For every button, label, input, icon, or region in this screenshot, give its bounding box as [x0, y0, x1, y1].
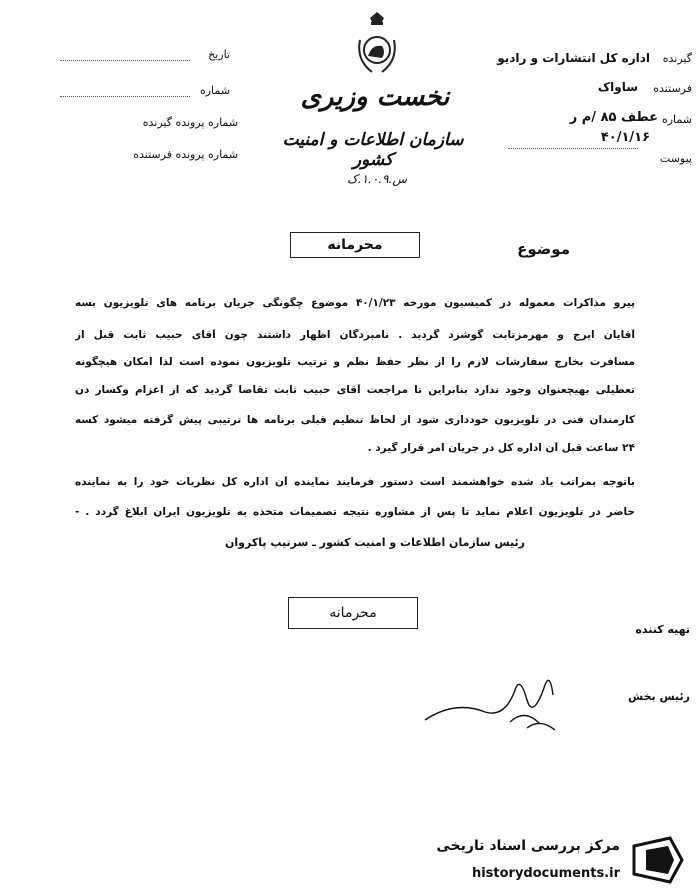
section-head-label: رئیس بخش [628, 690, 690, 703]
archive-url: historydocuments.ir [471, 866, 620, 881]
prepared-by-label: تهیه کننده [635, 623, 690, 636]
sender-value: ساواک [597, 80, 638, 94]
sender-file-field [48, 148, 238, 161]
number-label: شماره [199, 84, 230, 97]
archive-center-name: مرکز بررسی اسناد تاریخی [436, 838, 620, 854]
sender-label: فرستنده [653, 82, 692, 95]
recipient-file-field [48, 116, 238, 129]
body-line: پیرو مذاکرات معموله در کمیسیون مورخه ۴۰/۱/۲۳ موضوع چگونگی جریان برنامه های تلویزیون بسه [75, 297, 635, 309]
recipient-label: گیرنده [662, 52, 692, 65]
subject-label: موضوع [517, 240, 570, 258]
org-subtitle: سازمان اطلاعات و امنیت کشور [282, 130, 464, 170]
body-line: کارمندان فنی در تلویزیون خودداری شود از لحاظ تنظیم قبلی برنامه ها ترتیبی پیش گرفته میشود کسه [75, 414, 635, 426]
classification-stamp-bottom: محرمانه [288, 597, 418, 629]
body-line: مسافرت بخارج سفارشات لازم را از نظر حفظ نظم و ترتیب تلویزیون نموده است لذا امکان هیچگونه [75, 356, 635, 368]
signatory: رئیس سازمان اطلاعات و امنیت کشور ـ سرتیپ پاکروان [225, 536, 525, 549]
classification-stamp-top: محرمانه [290, 232, 420, 258]
body-line: حاضر در تلویزیون اعلام نماید تا پس از مشاوره نتیجه تصمیمات متخذه به تلویزیون ایران ابلاغ گردد . - [75, 506, 635, 518]
lion-and-sun-emblem-icon [352, 10, 402, 80]
body-line: باتوجه بمراتب یاد شده خواهشمند است دستور فرمایند نماینده آن اداره کل نظریات خود را به نماینده [75, 476, 635, 488]
org-title: نخست وزیری [300, 82, 450, 112]
recipient-value: اداره کل انتشارات و رادیو [497, 51, 650, 65]
archive-logo-icon [630, 834, 686, 886]
date-value-right: ۴۰/۱/۱۶ [600, 130, 650, 145]
sender-file-label: شماره پرونده فرستنده [133, 148, 238, 161]
date-underline [508, 148, 638, 149]
number-field [60, 84, 230, 97]
number-value-right: عطف ۸۵ /م ر [569, 110, 658, 125]
body-line: تعطیلی بهیچعنوان وجود ندارد بنابراین تا مراجعت آقای حبیب ثابت تقاضا گردید که از اعزام وکسار دن [75, 384, 635, 396]
date-field [60, 48, 230, 61]
body-line: آقایان ایرج و مهرمزتابت گوشزد گردید . نامبردگان اظهار داشتند چون آقای حبیب ثابت قبل از [75, 329, 635, 341]
recipient-file-label: شماره پرونده گیرنده [142, 116, 238, 129]
attachment-label: پیوست [659, 152, 692, 165]
number-label-right: شماره [661, 113, 692, 126]
date-label: تاریخ [208, 48, 230, 61]
body-line: ۲۴ ساعت قبل آن اداره کل در جریان امر قرار گیرد . [367, 442, 635, 454]
reference-code: س.۱.۰.۹.ک [347, 172, 407, 186]
handwritten-signature-icon [415, 660, 575, 740]
